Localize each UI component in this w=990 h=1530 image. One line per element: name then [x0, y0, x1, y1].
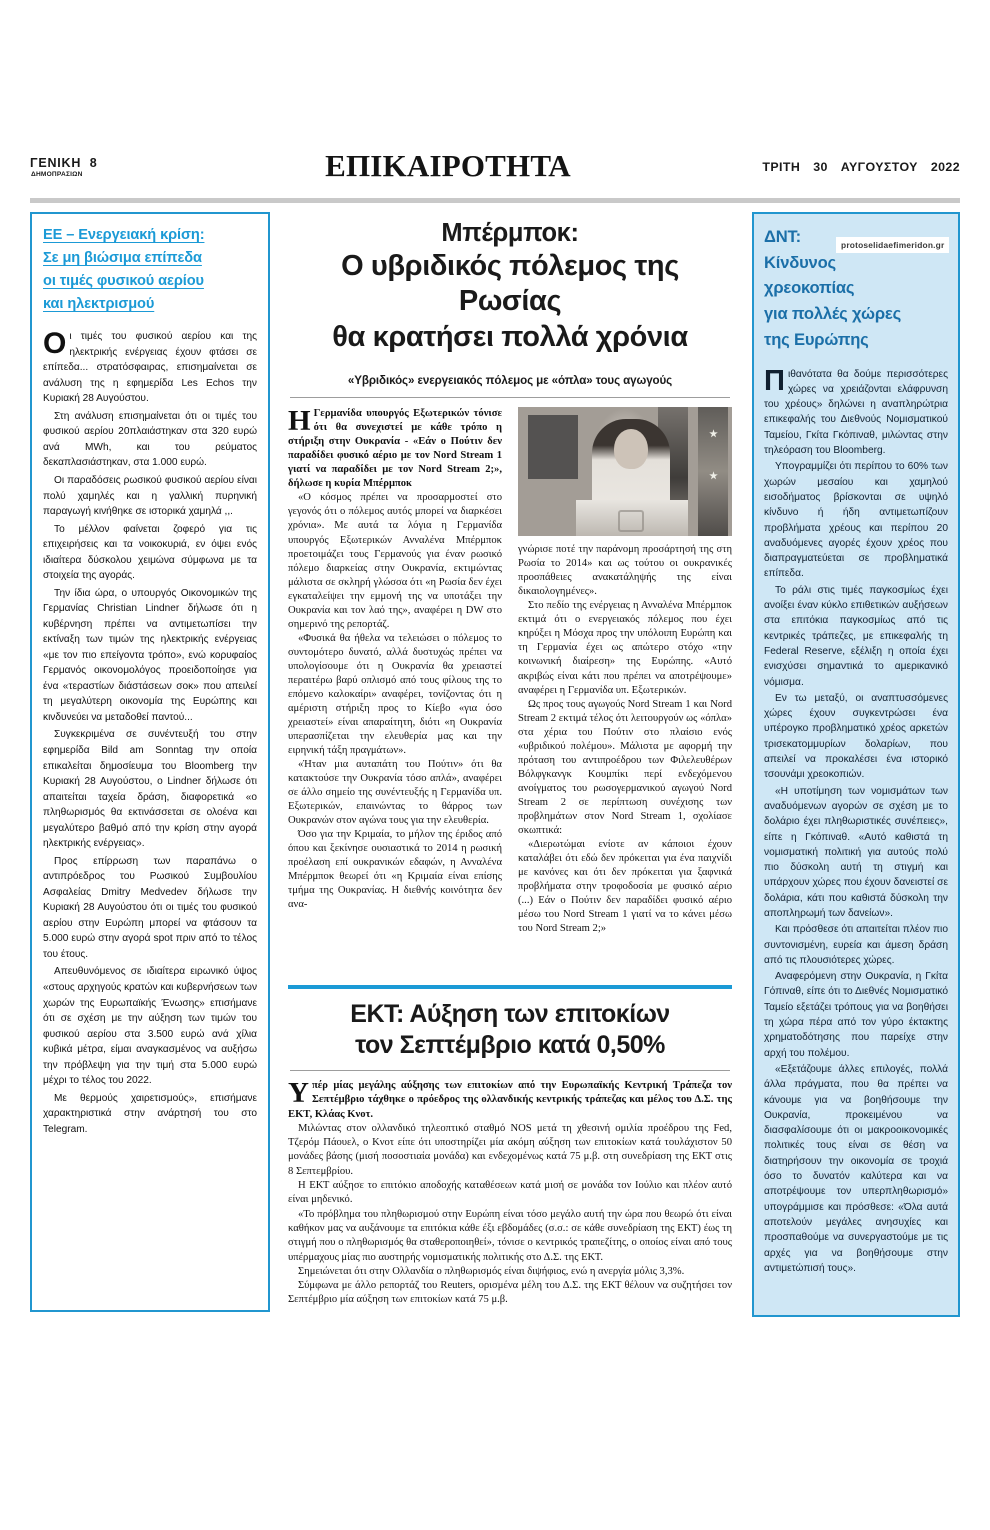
masthead-section-name: ΓΕΝΙΚΗ	[30, 156, 82, 170]
paragraph: «Η υποτίμηση των νομισμάτων των αναδυόμενων αγορών σε σχέση με το δολάριο έχει πληθωριστικές συνέπειες», είπε η Γκόπιναθ. «Αυτό καθιστά τη νομισματική πολιτική για αυτούς πολύ πιο δύσκολη αυτή τη στιγμή και υπάρχουν χώρες που έχουν δανειστεί σε δολάρια, κάτι που καθιστά δύσκολη την αποπληρωμή των δανείων».	[764, 785, 948, 919]
masthead-year: 2022	[930, 160, 960, 174]
masthead	[30, 150, 960, 196]
photo-eu-flag	[698, 407, 728, 536]
ekt-article-body	[288, 1079, 732, 1308]
paragraph: «Διερωτώμαι ενίοτε αν κάποιοι έχουν καταλάβει ότι εδώ δεν πρόκειται για ένα παιχνίδι με κανόνες και ότι δεν πρόκειται για ξαφνικά προβλήματα στην τροφοδοσία με φυσικό αέριο (...) Εάν ο Πούτιν δεν παραδίδει φυσικό αέριο μέσω του Nord Stream 1 γιατί να το κάνει μέσω του Nord Stream 2;»	[518, 838, 732, 935]
main-headline-line-2: Ο υβριδικός πόλεμος της Ρωσίας	[341, 250, 679, 318]
paragraph: «Φυσικά θα ήθελα να τελειώσει ο πόλεμος το συντομότερο δυνατό, αλλά δυστυχώς πρέπει να υπολογίσουμε ότι η Ουκρανία θα χρειαστεί περαιτέρω βαρύ οπλισμό από τους φίλους της το επόμενο καλοκαίρι» αναφέρει, τονίζοντας ότι η αμέριστη στήριξη προς το Κίεβο «για όσο χρειαστεί» είναι απαραίτητη, διότι «η Ουκρανία υπερασπίζεται την ελευθερία μας και την ειρηνική τάξη πραγμάτων».	[288, 632, 502, 756]
masthead-section-block	[30, 150, 98, 178]
paragraph: «Ήταν μια αυταπάτη του Πούτιν» ότι θα κατακτούσε την Ουκρανία τόσο απλά», αναφέρει σε άλλο σημείο της συνέντευξής η Γερμανίδα υπ. Εξωτερικών, επαινώντας το θάρρος των Ουκρανών στον αγώνα τους για την ελευθερία.	[288, 759, 502, 827]
photo-speaker-face	[614, 429, 648, 469]
paragraph: Μιλώντας στον ολλανδικό τηλεοπτικό σταθμό NOS μετά τη χθεσινή ομιλία προέδρου της Fed, Τζερόμ Πάουελ, ο Κνοτ είπε ότι υποστηρίζει μία ακόμη αύξηση των επιτοκίων κατά τουλάχιστον 50 μονάδες βάσης (μισή ποσοστιαία μονάδα) και ενδεχομένως κατά 75 μ.β. στη συνεδρίαση της ΕΚΤ στις 8 Σεπτεμβρίου.	[288, 1122, 732, 1177]
paragraph: Και πρόσθεσε ότι απαιτείται πλέον πιο συντονισμένη, ευρεία και άμεση δράση από τις πλουσιότερες χώρες.	[764, 924, 948, 966]
paragraph: Όσο για την Κριμαία, το μήλον της έριδος από όπου και ξεκίνησε ουσιαστικά το 2014 η ρωσική προέλαση επί ουκρανικών εδαφών, η Ανναλένα Μπέρμποκ θεωρεί ότι «η Κριμαία είναι επίσης τμήμα της Ουκρανίας. Η διεθνής κοινότητα δεν ανα-	[288, 829, 502, 911]
paragraph: Την ίδια ώρα, ο υπουργός Οικονομικών της Γερμανίας Christian Lindner δήλωσε ότι η κυβέρνηση πρέπει να αντιμετωπίσει την εκτίναξη των τιμών της ηλεκτρικής ενέργειας «με τον πιο επείγοντα τρόπο», ενώ κορυφαίος Γερμανός οικονομολόγος προειδοποίησε για ένα «τεραστίων διάστάσεων σοκ» που απειλεί τη μεγαλύτερη οικονομία της Ευρώπης και κινδυνεύει να μεταδοθεί παντού...	[43, 587, 257, 723]
right-dropcap: Π	[764, 364, 785, 397]
paragraph: Σύμφωνα με άλλο ρεπορτάζ του Reuters, ορισμένα μέλη του Δ.Σ. της ΕΚΤ θέλουν να συζητήσει τον Σεπτέμβριο μία αύξηση των επιτοκίων κατά 75 μ.β.	[288, 1280, 732, 1306]
right-headline-line-2: Κίνδυνος	[764, 252, 836, 272]
left-headline-line-2: Σε μη βιώσιμα επίπεδα	[43, 250, 202, 267]
paragraph: Η ΕΚΤ αύξησε το επιτόκιο αποδοχής καταθέσεων κατά μισή σε μονάδα τον Ιούλιο και πλέον αυτό είναι μηδενικό.	[288, 1180, 732, 1206]
paragraph: Στη ανάλυση επισημαίνεται ότι οι τιμές του φυσικού αερίου 20πλαιάστηκαν στα 320 ευρώ ανά MWh, και του ρεύματος δεκαπλασιάστηκαν, στα 1.000 ευρώ.	[43, 410, 257, 469]
main-article-subheadline: «Υβριδικός» ενεργειακός πόλεμος με «όπλα» τους αγωγούς	[347, 374, 673, 388]
main-article-column-1	[288, 407, 502, 936]
paragraph: «Ο κόσμος πρέπει να προσαρμοστεί στο γεγονός ότι ο πόλεμος αυτός μπορεί να διαρκέσει χρόνια». Με αυτά τα λόγια η Γερμανίδα υπουργός Εξωτερικών Ανναλένα Μπέρμποκ προετοιμάζει τους Γερμανούς για έναν ρωσικό πόλεμο διαρκείας στην Ουκρανία, εκτιμώντας μάλιστα σε σκληρή γλώσσα ότι «η Ρωσία δεν έχει εγκαταλείψει την εμμονή της να υποτάξει την Ουκρανία και τον λαό της», αναφέρει η DW στο σημερινό της ρεπορτάζ.	[288, 492, 502, 630]
left-dropcap: Ο	[43, 327, 67, 361]
left-headline-line-4: και ηλεκτρισμού	[43, 296, 155, 313]
main-headline-line-1: Μπέρμποκ:	[441, 219, 579, 247]
ekt-article	[288, 985, 732, 1317]
main-article-headline	[288, 212, 732, 355]
paragraph	[764, 364, 948, 459]
left-article-body	[43, 329, 257, 1137]
paragraph: Αναφερόμενη στην Ουκρανία, η Γκίτα Γόπιναθ, είπε ότι το Διεθνές Νομισματικό Ταμείο εξετάζει τρόπους για να βοηθήσει τη χώρα πέρα από τον γύρο έκτακτης χρηματοδότησης που παρείχε στην αρχή του πολέμου.	[764, 971, 948, 1059]
paragraph: Σημειώνεται ότι στην Ολλανδία ο πληθωρισμός είναι διψήφιος, ενώ η ανεργία μόλις 3,3%.	[298, 1265, 685, 1277]
main-article-columns	[288, 407, 732, 936]
left-headline-line-1: ΕΕ – Ενεργειακή κρίση:	[43, 227, 205, 243]
photo-wall-frame	[528, 415, 578, 479]
paragraph: Συγκεκριμένα σε συνέντευξή του στην εφημερίδα Bild am Sonntag την οποία επικαλείται δημοσίευμα του Bloomberg την Κυριακή 28 Αυγούστου, ο Lindner δήλωσε ότι απαιτείται ταχεία δράση, διαφορετικά «ο πληθωρισμός θα εκτινάσσεται σε ολοένα και μεγαλύτερο βαθμό από την κρίση στην αγορά ηλεκτρικής ενέργειας».	[43, 729, 257, 850]
paragraph: Απευθυνόμενος σε ιδιαίτερα ειρωνικό ύψος «στους αρχηγούς κρατών και κυβερνήσεων των χωρών της Ευρωπαϊκής Ένωσης» επισήμανε ότι σε σχέση με την αύξηση των τιμών του φυσικού αερίου στα 3.500 ευρώ ανά χίλια κυβικά μέτρα, είμαι αναγκασμένος να αυξήσω την πρόβλεψη για την τιμή στα 5.000 ευρώ μέχρι το τέλος του 2022.	[43, 966, 258, 1087]
left-article	[30, 212, 270, 1312]
paragraph: Το μέλλον φαίνεται ζοφερό για τις επιχειρήσεις και τα νοικοκυριά, εν όψει ενός ιδιαίτερα δύσκολου χειμώνα σύμφωνα με τα στοιχεία της αγοράς.	[43, 523, 257, 582]
paragraph: «Εξετάζουμε άλλες επιλογές, πολλά άλλα πράγματα, που θα πρέπει να κάνουμε για να βοηθήσουμε την Ουκρανία, προκειμένου να διασφαλίσουμε ότι οι μακροοικονομικές πολιτικές τους είναι σε θέση να διατηρήσουν την οικονομία σε τροχιά όσο το δυνατόν καλύτερα και να αποτρέψουμε τον υπερπληθωρισμό» υπογράμμισε και πρόσθεσε: «Όλα αυτά αποτελούν μεγάλες ανησυχίες και προσπαθούμε να συνεργαστούμε με τις αρχές για να βοηθήσουμε στην αντιμετώπισή τους».	[764, 1063, 948, 1274]
masthead-date-block	[762, 150, 960, 174]
article-photo-annalena-baerbock	[518, 407, 732, 536]
left-headline-line-3: οι τιμές φυσικού αερίου	[43, 273, 204, 290]
paragraph	[288, 407, 502, 491]
paragraph: «Το πρόβλημα του πληθωρισμού στην Ευρώπη είναι τόσο μεγάλο αυτή την ώρα που θεωρώ ότι είναι καθήκον μας να αυξάνουμε τα επιτόκια κάθε έξι εβδομάδες (σ.σ.: σε κάθε συνεδρίαση της ΕΚΤ) έως τη στιγμή που ο πληθωρισμός θα σταθεροποιηθεί», τόνισε ο κεντρικός τραπεζίτης, ο οποίος είναι από τους υπέρμαχους μίας πιο αυστηρής νομισματικής πολιτικής στο Δ.Σ. της ΕΚΤ.	[288, 1208, 732, 1263]
main-headline-line-3: θα κρατήσει πολλά χρόνια	[332, 320, 688, 353]
paragraph	[43, 329, 257, 407]
paragraph: Προς επίρρωση των παραπάνω ο αντιπρόεδρος του Ρωσικού Συμβουλίου Ασφαλείας Dmitry Medvedev δήλωσε την Κυριακή 28 Αυγούστου ότι οι τιμές του φυσικού αερίου στην Ευρώπη μπορεί να φτάσουν τα 5.000 ευρώ στην αγορά spot πριν από το τέλος του έτους.	[43, 855, 257, 960]
main-article-divider	[290, 397, 730, 398]
masthead-day: 30	[813, 160, 828, 174]
site-watermark: protoselidaefimeridon.gr	[836, 237, 949, 253]
masthead-section-line	[30, 156, 98, 170]
main-article-column-2	[518, 407, 732, 936]
masthead-month: ΑΥΓΟΥΣΤΟΥ	[840, 160, 918, 174]
main-dropcap: Η	[288, 405, 311, 438]
right-headline-line-1: ΔΝΤ:	[764, 227, 801, 246]
ekt-headline-line-2: τον Σεπτέμβριο κατά 0,50%	[355, 1030, 665, 1059]
paragraph: Υπογραμμίζει ότι περίπου το 60% των χωρών μεσαίου και χαμηλού εισοδήματος βρίσκονται σε υψηλό κίνδυνο ή ήδη αντιμετωπίζουν προβλήματα χρέους και περίπου 20 αναδυόμενες αγορές έχουν χρέος που διαπραγματεύεται σε προβληματικά επίπεδα.	[764, 461, 948, 580]
masthead-title: ΕΠΙΚΑΙΡΟΤΗΤΑ	[325, 148, 571, 183]
masthead-page-number: 8	[89, 156, 98, 170]
ekt-article-divider	[290, 1070, 730, 1071]
masthead-weekday: ΤΡΙΤΗ	[762, 160, 801, 174]
paragraph: Εν τω μεταξύ, οι αναπτυσσόμενες χώρες έχουν συγκεντρώσει ένα υπέρογκο προβληματικό χρέος αρκετών τρισεκατομμυρίων δολαρίων, που απειλεί να προκαλέσει ένα ιστορικό τσουνάμι χρεοκοπιών.	[764, 692, 948, 781]
right-headline-line-5: της Ευρώπης	[764, 329, 869, 349]
paragraph: Ως προς τους αγωγούς Nord Stream 1 και Nord Stream 2 εκτιμά τέλος ότι λειτουργούν ως «όπλα» στα χέρια του Πούτιν στο πλαίσιο ενός «υβριδικού πολέμου». Μάλιστα με αφορμή την πρόταση του αντιπροέδρου των Φιλελευθέρων Βόλφγκανγκ Κουμπίκι περί ενδεχόμενου ανοίγματος του ρωσογερμανικού αγωγού Nord Stream 2 σε περίπτωση συνέχισης των προβλημάτων στον Nord Stream 1, σχολίασε σκωπτικά:	[518, 698, 732, 836]
ekt-article-headline	[288, 999, 732, 1060]
paragraph-text: ιθανότατα θα δούμε περισσότερες χώρες να χρειάζονται ελάφρυνση του χρέους» δηλώνει η αναπληρώτρια επικεφαλής του Διεθνούς Νομισματικού Ταμείου, Γκίτα Γκόπιναθ, μιλώντας στην τηλεόραση του Bloomberg.	[764, 368, 948, 457]
paragraph: Με θερμούς χαιρετισμούς», επισήμανε χαρακτηριστικά στην ανάρτησή του στο Telegram.	[43, 1092, 257, 1135]
paragraph: Οι παραδόσεις ρωσικού φυσικού αερίου είναι πολύ χαμηλές και η γαλλική πυρηνική παραγωγή κινήθηκε σε ιστορικά χαμηλά ,,.	[43, 474, 257, 518]
paragraph: Το ράλι στις τιμές παγκοσμίως έχει ανοίξει έναν κύκλο επιθετικών αυξήσεων στα επιτόκια παγκοσμίως από τις κεντρικές τράπεζες, με επικεφαλής τη Federal Reserve, εξέλιξη η οποία έχει ενισχύσει σημαντικά το αμερικανικό νόμισμα.	[764, 584, 948, 688]
masthead-section-subtitle: ΔΗΜΟΠΡΑΣΙΩΝ	[31, 171, 83, 178]
paragraph: γνώρισε ποτέ την παράνομη προσάρτησή της στη Ρωσία το 2014» και ως τούτου οι ουκρανικές προσπάθειες ανακατάληψής της είναι δικαιολογημένες».	[518, 544, 732, 598]
paragraph	[288, 1079, 732, 1122]
right-article	[752, 212, 960, 1317]
right-headline-line-4: για πολλές χώρες	[764, 304, 902, 324]
masthead-divider	[30, 198, 960, 203]
ekt-dropcap: Υ	[288, 1077, 309, 1109]
right-article-body	[764, 364, 948, 1277]
main-article-column-2-text	[518, 543, 732, 936]
ekt-article-lead: πέρ μίας μεγάλης αύξησης των επιτοκίων από την Ευρωπαϊκής Κεντρική Τράπεζα τον Σεπτέμβριο τάχθηκε ο πρόεδρος της ολλανδικής κεντρικής τράπεζας και μέλος του Δ.Σ. της ΕΚΤ, Κλάας Κνοτ.	[288, 1080, 732, 1120]
ekt-headline-line-1: ΕΚΤ: Αύξηση των επιτοκίων	[350, 1000, 670, 1028]
photo-podium-seal	[618, 510, 644, 532]
main-article-lead: Γερμανίδα υπουργός Εξωτερικών τόνισε ότι θα συνεχιστεί με κάθε τρόπο η στήριξη στην Ουκρανία - «Εάν ο Πούτιν δεν παραδίδει φυσικό αέριο με τον Nord Stream 1 γιατί να παραδίδει με τον Nord Stream 2;», δήλωσε η κυρία Μπέρμποκ	[288, 408, 502, 490]
paragraph-text: ι τιμές του φυσικού αερίου και της ηλεκτρικής ενέργειας έχουν φτάσει σε επίπεδα... στρατόσφαιρας, επισημαίνεται σε ανάλυση της η εφημερίδα Les Echos την Κυριακή 28 Αυγούστου.	[43, 331, 257, 405]
paragraph: Στο πεδίο της ενέργειας η Ανναλένα Μπέρμποκ εκτιμά ότι ο ενεργειακός πόλεμος που έχει κηρύξει η Μόσχα προς την υπόλοιπη Ευρώπη και τη Γερμανία έχει ως απώτερο στόχο «την κοινωνική διαίρεση» της Ευρώπης. «Αυτό ακριβώς είναι κάτι που πρέπει να αποτρέψουμε» αναφέρει η Γερμανίδα υπ. Εξωτερικών.	[518, 600, 732, 696]
right-headline-line-3: χρεοκοπίας	[764, 278, 855, 298]
left-article-headline	[43, 224, 257, 316]
